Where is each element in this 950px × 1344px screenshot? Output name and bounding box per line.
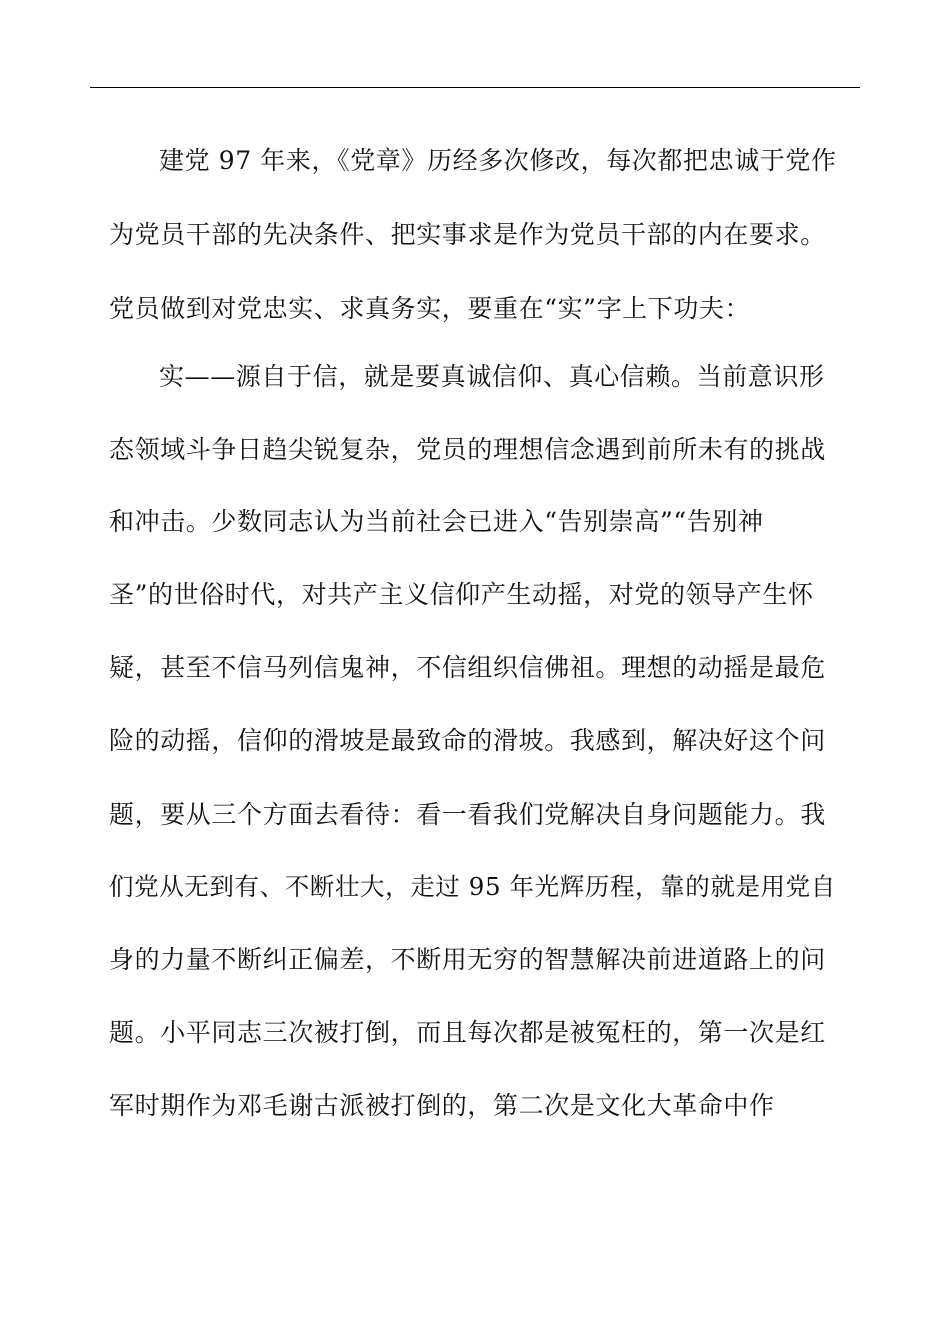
paragraph-2-line-5: 疑，甚至不信马列信鬼神，不信组织信佛祖。理想的动摇是最危: [109, 653, 826, 682]
paragraph-1-line-2: 为党员干部的先决条件、把实事求是作为党员干部的内在要求。: [109, 220, 826, 249]
paragraph-2-line-2: 态领域斗争日趋尖锐复杂，党员的理想信念遇到前所未有的挑战: [109, 435, 826, 464]
paragraph-2-line-1: 实——源自于信，就是要真诚信仰、真心信赖。当前意识形: [159, 362, 825, 391]
paragraph-2-line-3: 和冲击。少数同志认为当前社会已进入“告别崇高”“告别神: [109, 507, 764, 536]
paragraph-2-line-11: 军时期作为邓毛谢古派被打倒的，第二次是文化大革命中作: [109, 1091, 775, 1120]
paragraph-2-line-6: 险的动摇，信仰的滑坡是最致命的滑坡。我感到，解决好这个问: [109, 726, 826, 755]
paragraph-2-line-4: 圣”的世俗时代，对共产主义信仰产生动摇，对党的领导产生怀: [109, 580, 814, 609]
paragraph-1-line-1: 建党 97 年来，《党章》历经多次修改，每次都把忠诚于党作: [159, 146, 837, 175]
paragraph-1-line-3: 党员做到对党忠实、求真务实，要重在“实”字上下功夫：: [109, 294, 751, 323]
paragraph-2-line-9: 身的力量不断纠正偏差，不断用无穷的智慧解决前进道路上的问: [109, 945, 826, 974]
paragraph-2-line-7: 题，要从三个方面去看待：看一看我们党解决自身问题能力。我: [109, 800, 826, 829]
paragraph-2-line-10: 题。小平同志三次被打倒，而且每次都是被冤枉的，第一次是红: [109, 1018, 826, 1047]
paragraph-2-line-8: 们党从无到有、不断壮大，走过 95 年光辉历程，靠的就是用党自: [109, 872, 836, 901]
